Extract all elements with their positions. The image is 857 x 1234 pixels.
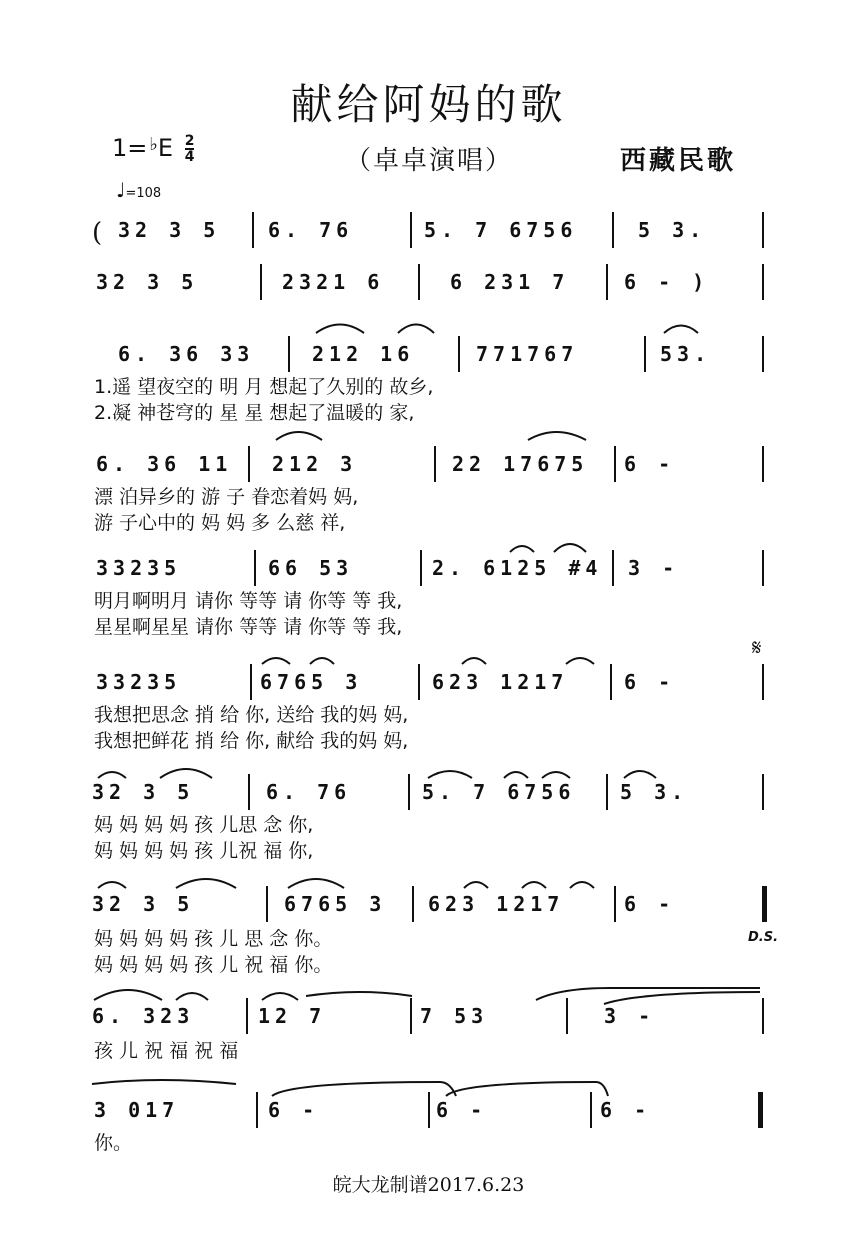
measure-notes: 2321 6: [282, 270, 385, 294]
measure-notes: 771767: [476, 342, 579, 366]
slur: [446, 1082, 608, 1096]
slur: [428, 771, 472, 778]
measure-notes: 623 1217: [432, 670, 569, 694]
lyric-line: 孩 儿 祝 福 祝 福: [94, 1040, 239, 1062]
measure-notes: 12 7: [258, 1004, 327, 1028]
measure-notes: 53.: [660, 342, 712, 366]
measure-notes: 32 3 5: [92, 892, 195, 916]
slur: [528, 432, 586, 440]
lyric-line: 妈 妈 妈 妈 孩 儿祝 福 你,: [94, 840, 314, 862]
slur: [624, 771, 656, 778]
measure-notes: 6 -: [624, 892, 676, 916]
measure-notes: 212 3: [272, 452, 358, 476]
measure-notes: 6. 76: [266, 780, 352, 804]
measure-notes: 6. 76: [268, 218, 354, 242]
lyric-line: 妈 妈 妈 妈 孩 儿 思 念 你。: [94, 928, 333, 950]
quarter-note-icon: ♩: [116, 178, 126, 202]
slur: [554, 544, 586, 552]
measure-notes: 6 -: [624, 670, 676, 694]
transcriber-credit: 皖大龙制谱2017.6.23: [332, 1174, 525, 1196]
measure-notes: 6. 323: [92, 1004, 195, 1028]
measure-notes: 22 17675: [452, 452, 589, 476]
slur: [664, 326, 698, 334]
lyric-line: 2.凝 神苍穹的 星 星 想起了温暖的 家,: [94, 402, 415, 424]
measure-notes: 3 -: [628, 556, 680, 580]
key-note: E: [157, 134, 174, 162]
measure-notes: 5. 7 6756: [424, 218, 578, 242]
slur: [288, 879, 344, 888]
lyric-line: 1.遥 望夜空的 明 月 想起了久别的 故乡,: [94, 376, 434, 398]
slur: [398, 325, 434, 334]
slur: [262, 993, 298, 1000]
measure-notes: 5. 7 6756: [422, 780, 576, 804]
lyric-line: 我想把鲜花 捎 给 你, 献给 我的妈 妈,: [94, 730, 409, 752]
measure-notes: 5 3.: [638, 218, 707, 242]
lyric-line: 星星啊星星 请你 等等 请 你等 等 我,: [94, 616, 403, 638]
slur: [462, 658, 486, 664]
measure-notes: 66 53: [268, 556, 354, 580]
tempo-value: =108: [125, 186, 162, 201]
measure-notes: 6 -: [268, 1098, 320, 1122]
measure-notes: 6. 36 33: [118, 342, 255, 366]
slur: [522, 882, 546, 888]
measure-notes: 6765 3: [260, 670, 363, 694]
lyric-line: 妈 妈 妈 妈 孩 儿思 念 你,: [94, 814, 314, 836]
measure-notes: 32 3 5: [92, 780, 195, 804]
ds-marking: D.S.: [748, 930, 779, 945]
slur: [316, 325, 364, 334]
song-origin: 西藏民歌: [620, 146, 737, 176]
slur: [98, 882, 126, 888]
lyric-line: 你。: [94, 1132, 133, 1154]
singer-credit: （卓卓演唱）: [345, 146, 514, 176]
slur: [604, 992, 760, 1004]
slur: [464, 882, 488, 888]
slur: [536, 988, 760, 1000]
slur: [262, 658, 290, 664]
measure-notes: 32 3 5: [118, 218, 221, 242]
measure-notes: 623 1217: [428, 892, 565, 916]
lyric-line: 漂 泊异乡的 游 子 眷恋着妈 妈,: [94, 486, 359, 508]
slur: [160, 769, 212, 778]
key-label: 1=: [112, 134, 148, 162]
lyric-line: 妈 妈 妈 妈 孩 儿 祝 福 你。: [94, 954, 333, 976]
measure-notes: 6765 3: [284, 892, 387, 916]
measure-notes: 6 -: [624, 452, 676, 476]
measure-notes: 32 3 5: [96, 270, 199, 294]
measure-notes: 2. 6125 #4: [432, 556, 603, 580]
lyric-line: 我想把思念 捎 给 你, 送给 我的妈 妈,: [94, 704, 409, 726]
measure-notes: 6. 36 11: [96, 452, 233, 476]
slur: [570, 882, 594, 888]
lyric-line: 明月啊明月 请你 等等 请 你等 等 我,: [94, 590, 403, 612]
measure-notes: 3 017: [94, 1098, 180, 1122]
slur: [310, 658, 334, 664]
intro-paren: (: [92, 218, 103, 248]
measure-notes: 3 -: [604, 1004, 656, 1028]
slur: [94, 990, 162, 1000]
segno-icon: 𝄋: [752, 636, 762, 661]
measure-notes: 212 16: [312, 342, 415, 366]
slur: [542, 772, 570, 778]
slur: [176, 993, 208, 1000]
measure-notes: 5 3.: [620, 780, 689, 804]
time-top: 2: [184, 133, 195, 149]
slur: [306, 992, 412, 996]
slur: [272, 1082, 456, 1096]
slur: [510, 546, 534, 552]
measure-notes: 7 53: [420, 1004, 489, 1028]
measure-notes: 6 - ): [624, 270, 710, 294]
slur: [176, 879, 236, 888]
measure-notes: 6 -: [600, 1098, 652, 1122]
measure-notes: 33235: [96, 670, 182, 694]
slur: [92, 1080, 236, 1084]
slur: [98, 772, 126, 778]
measure-notes: 6 -: [436, 1098, 488, 1122]
slur: [504, 772, 528, 778]
slur: [566, 658, 594, 664]
time-bottom: 4: [184, 149, 195, 165]
song-title: 献给阿妈的歌: [290, 80, 567, 129]
slur: [276, 432, 322, 440]
measure-notes: 33235: [96, 556, 182, 580]
lyric-line: 游 子心中的 妈 妈 多 么慈 祥,: [94, 512, 346, 534]
flat-symbol: ♭: [149, 134, 158, 155]
measure-notes: 6 231 7: [450, 270, 570, 294]
